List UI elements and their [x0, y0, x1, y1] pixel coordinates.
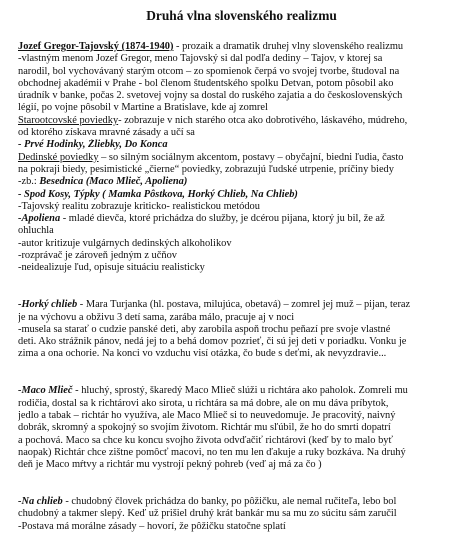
text-line [18, 213, 465, 225]
text-run: - prozaik a dramatik druhej vlny slovenského realizmu [173, 41, 404, 52]
text-run: Dedinské poviedky [18, 151, 99, 163]
text-run: Starootcovské poviedky [18, 114, 119, 126]
text-line [18, 152, 465, 164]
text-run: - Spod Kosy, Týpky ( Mamka Pôstkova, Horký Chlieb, Na Chlieb) [18, 188, 298, 200]
text-run: deň je Maco mŕtvy a richtár mu vystrojí pekný pohreb (veď aj má za čo ) [18, 459, 322, 471]
text-run: jedlo a tabak – richtár ho využíva, ale Maco Mlieč si to neuvedomuje. Je pracovitý, naivný [18, 409, 396, 421]
text-run: deti. Ako strážnik pánov, nedá jej to a behá domov pozrieť, či sú jej deti v poriadku. Vonku je [18, 336, 407, 348]
text-line [18, 164, 465, 176]
text-line [18, 398, 465, 410]
text-run: - zobrazuje v nich starého otca ako dobrotivého, láskavého, múdreho, [118, 114, 408, 126]
text-run: -Horký chlieb [18, 299, 78, 311]
text-run: zima a ona ochorie. Na konci vo vzduchu visí otázka, čo bude s deťmi, ak nevyzdravie... [18, 348, 387, 360]
text-run: úradník v banke, počas 2. svetovej vojny sa dostal do ruského zajatia a do československých [18, 90, 403, 102]
text-line [18, 78, 465, 90]
text-line [18, 102, 465, 114]
blank-line [18, 373, 465, 385]
text-run: - Prvé Hodinky, Žliebky, Do Konca [18, 139, 168, 151]
text-line [18, 447, 465, 459]
text-line [18, 496, 465, 508]
text-run: - mladé dievča, ktoré prichádza do služby, je dcérou pijana, ktorý ju bil, že až [60, 213, 385, 225]
text-line [18, 225, 465, 237]
text-run: -Maco Mlieč [18, 385, 73, 397]
text-run: -Apoliena [18, 213, 61, 225]
text-run: -autor kritizuje vulgárnych dedinských alkoholikov [18, 237, 232, 249]
blank-line [18, 287, 465, 299]
text-line [18, 348, 465, 360]
document-body [18, 41, 465, 533]
text-line [18, 459, 465, 471]
blank-line [18, 275, 465, 287]
blank-line [18, 484, 465, 496]
text-line [18, 66, 465, 78]
text-line [18, 127, 465, 139]
text-line [18, 250, 465, 262]
text-line [18, 336, 465, 348]
text-run: -vlastným menom Jozef Gregor, meno Tajovský si dal podľa dediny – Tajov, v ktorej sa [18, 53, 383, 65]
text-run: obchodnej akadémii v Prahe - bol členom študentského spolku Detvan, potom pôsobil ako [18, 77, 394, 89]
text-line [18, 201, 465, 213]
text-line [18, 435, 465, 447]
text-run: -musela sa starať o cudzie panské deti, aby zarobila aspoň trochu peňazí pre svoje vlastné [18, 323, 391, 335]
text-run: Besednica (Maco Mlieč, Apoliena) [39, 176, 188, 188]
text-run: - chudobný človek prichádza do banky, po pôžičku, ale nemal ručiteľa, lebo bol [62, 495, 397, 507]
text-run: Jozef Gregor-Tajovský (1874-1940) [18, 41, 174, 52]
text-line [18, 53, 465, 65]
text-line [18, 238, 465, 250]
text-line [18, 508, 465, 520]
text-line [18, 385, 465, 397]
text-line [18, 189, 465, 201]
text-line [18, 139, 465, 151]
text-run: rodičia, dostal sa k richtárovi ako sirota, u richtára sa má dobre, ale on mu dáva príbytok, [18, 397, 389, 409]
text-run: légií, po vojne pôsobil v Martine a Bratislave, kde aj zomrel [18, 102, 268, 114]
text-run: dobrák, skromný a spokojný so svojím životom. Richtár mu sľúbil, že ho do smrti dopatrí [18, 422, 391, 434]
text-line [18, 324, 465, 336]
text-run: ohluchla [18, 225, 54, 237]
text-run: – so silným sociálnym akcentom, postavy – obyčajní, biedni ľudia, často [98, 151, 404, 163]
text-run: a pochová. Maco sa chce ku koncu svojho života odvďačiť richtárovi (keď by to malo byť [18, 434, 393, 446]
text-run: -zb.: [18, 176, 40, 188]
text-run: je na výchovu a obživu 3 detí sama, zarába málo, pracuje aj v noci [18, 311, 295, 323]
text-line [18, 422, 465, 434]
text-line [18, 115, 465, 127]
blank-line [18, 471, 465, 483]
text-line [18, 176, 465, 188]
page-title: Druhá vlna slovenského realizmu [146, 8, 337, 23]
text-run: narodil, bol vychovávaný starým otcom – zo spomienok čerpá vo svojej tvorbe, študoval na [18, 65, 400, 77]
text-line [18, 521, 465, 533]
text-line [18, 299, 465, 311]
text-line [18, 262, 465, 274]
text-run: -Postava má morálne zásady – hovorí, že pôžičku statočne splatí [18, 520, 286, 532]
text-run: chudobný a takmer slepý. Keď už prišiel druhý krát bankár mu sa mu zo súcitu sám zaručil [18, 508, 397, 520]
text-run: od ktorého získava mravné zásady a učí sa [18, 127, 195, 139]
text-run: -rozprávač je zároveň jedným z učňov [18, 250, 177, 262]
text-run: naopak) Richtár chce zištne pomôcť macovi, no ten mu len ďakuje a ruky bozkáva. Na druhý [18, 446, 406, 458]
text-line [18, 90, 465, 102]
text-run: na pokraji biedy, pesimistické „čierne“ poviedky, zobrazujú ľudské utrpenie, príčiny biedy [18, 163, 394, 175]
text-run: -neidealizuje ľud, opisuje situáciu realisticky [18, 262, 205, 274]
text-run: - hluchý, sprostý, škaredý Maco Mlieč slúži u richtára ako paholok. Zomreli mu [72, 385, 408, 397]
blank-line [18, 361, 465, 373]
text-run: -Na chlieb [18, 495, 63, 507]
text-run: -Tajovský realitu zobrazuje kriticko- realistickou metódou [18, 200, 260, 212]
text-line [18, 41, 465, 53]
text-line [18, 410, 465, 422]
text-line [18, 312, 465, 324]
text-run: - Mara Turjanka (hl. postava, milujúca, obetavá) – zomrel jej muž – pijan, teraz [77, 299, 411, 311]
